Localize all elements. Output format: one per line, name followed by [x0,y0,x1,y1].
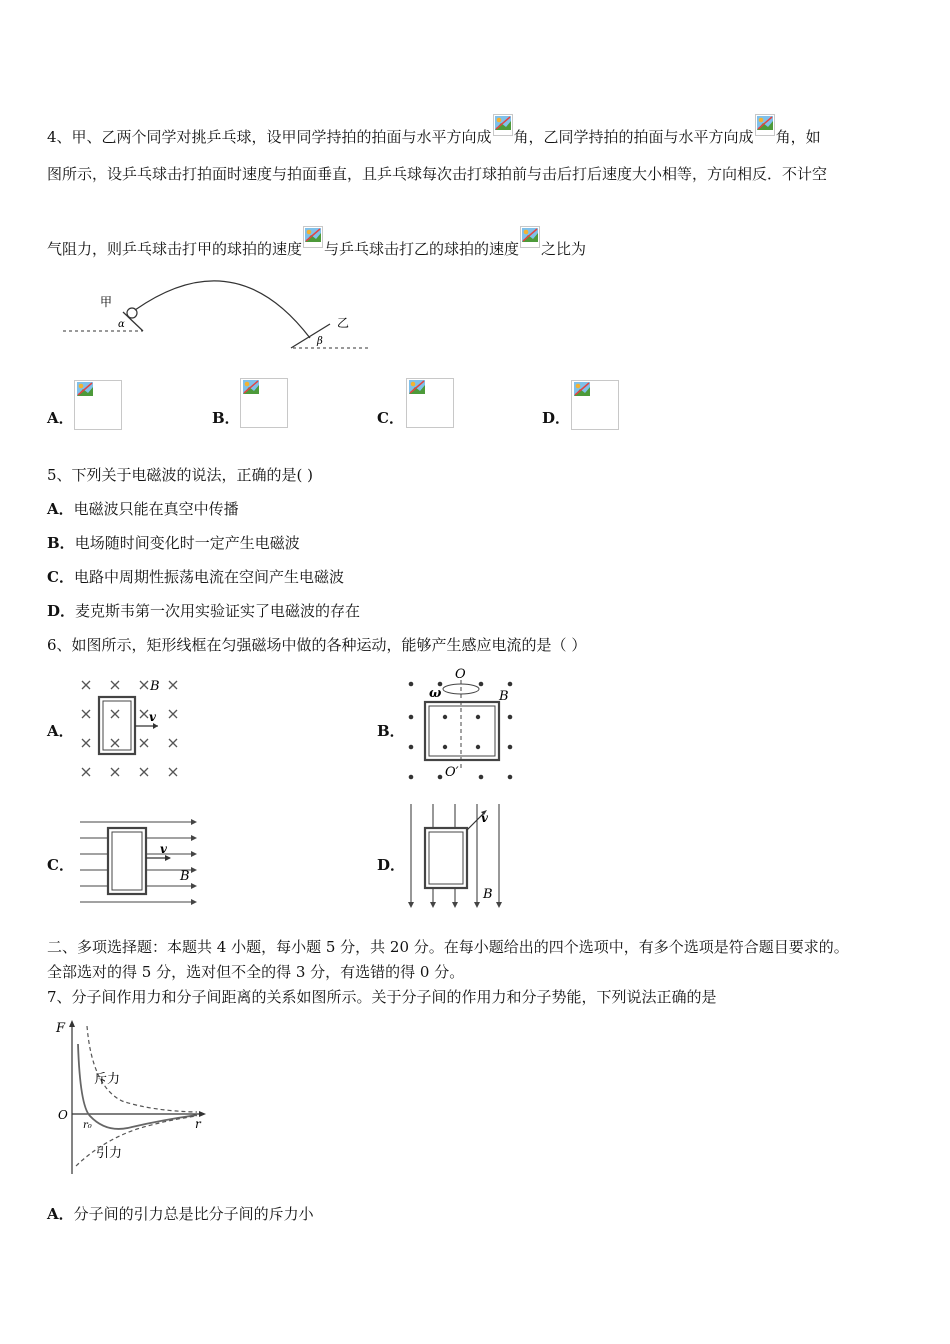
q6-figure-d[interactable] [403,800,513,912]
q6-option-d-letter: D． [377,856,406,874]
q4-option-d-image[interactable] [571,380,619,430]
q4-option-d-letter: D． [542,409,571,427]
q4-option-c-image[interactable] [406,378,454,428]
attraction-label: 引力 [96,1146,123,1161]
section-2-heading: 二、多项选择题：本题共 4 小题，每小题 5 分，共 20 分。在每小题给出的四个选项中，有多个选项是符合题目要求的。 [47,938,849,956]
ping-pong-figure [55,280,385,360]
svg-text:F: F [56,1021,66,1036]
svg-text:B: B [180,869,190,884]
q6-option-a-letter: A． [47,722,74,740]
q6-option-c-letter: C． [47,856,74,874]
svg-text:ω: ω [429,686,442,701]
label-yi: 乙 [337,316,350,330]
svg-text:v: v [160,842,167,856]
q6-figure-a[interactable] [72,672,192,787]
q5-option-a[interactable]: A．电磁波只能在真空中传播 [47,500,239,518]
svg-text:r₀: r₀ [83,1120,92,1131]
q7-stem: 7、分子间作用力和分子间距离的关系如图所示。关于分子间的作用力和分子势能，下列说法正确的是 [47,988,717,1006]
broken-image-icon [755,114,775,136]
label-alpha: α [118,319,125,330]
q4-option-c-letter: C． [377,409,404,427]
svg-text:r: r [195,1117,201,1131]
q6-stem: 6、如图所示，矩形线框在匀强磁场中做的各种运动，能够产生感应电流的是（ ） [47,636,587,654]
label-jia: 甲 [100,295,113,309]
broken-image-icon [303,226,323,248]
q5-option-b[interactable]: B．电场随时间变化时一定产生电磁波 [47,534,300,552]
q7-option-a[interactable]: A．分子间的引力总是比分子间的斥力小 [47,1205,314,1223]
svg-text:v: v [149,710,156,724]
q5-option-c[interactable]: C．电路中周期性振荡电流在空间产生电磁波 [47,568,344,586]
q4-option-a-letter: A． [47,409,74,427]
svg-text:v: v [481,811,488,825]
svg-text:B: B [150,679,160,694]
repulsion-label: 斥力 [94,1072,121,1087]
q5-option-d[interactable]: D．麦克斯韦第一次用实验证实了电磁波的存在 [47,602,361,620]
q4-line-1: 4、甲、乙两个同学对挑乒乓球，设甲同学持拍的拍面与水平方向成 角，乙同学持拍的拍面与水平方向成 角，如 [47,114,821,147]
q4-option-b-letter: B． [212,409,240,427]
q5-stem: 5、下列关于电磁波的说法，正确的是( ) [47,466,314,484]
svg-text:O′: O′ [445,765,459,780]
label-beta: β [317,336,323,347]
q4-line-2: 图所示，设乒乓球击打拍面时速度与拍面垂直，且乒乓球每次击打球拍前与击后打后速度大小相等，方向相反．不计空 [47,165,828,183]
q6-option-b-letter: B． [377,722,405,740]
svg-text:B: B [499,689,509,704]
svg-text:O: O [58,1108,68,1122]
section-2-heading-cont: 全部选对的得 5 分，选对但不全的得 3 分，有选错的得 0 分。 [47,963,465,981]
q4-line-3: 气阻力，则乒乓球击打甲的球拍的速度 与乒乓球击打乙的球拍的速度 之比为 [47,226,586,259]
q7-force-graph [52,1016,217,1178]
q4-option-b-image[interactable] [240,378,288,428]
q6-figure-c[interactable] [76,816,206,911]
q4-option-a-image[interactable] [74,380,122,430]
broken-image-icon [493,114,513,136]
q6-figure-b[interactable] [403,664,523,786]
svg-text:B: B [483,887,493,902]
broken-image-icon [520,226,540,248]
svg-text:O: O [455,667,466,682]
